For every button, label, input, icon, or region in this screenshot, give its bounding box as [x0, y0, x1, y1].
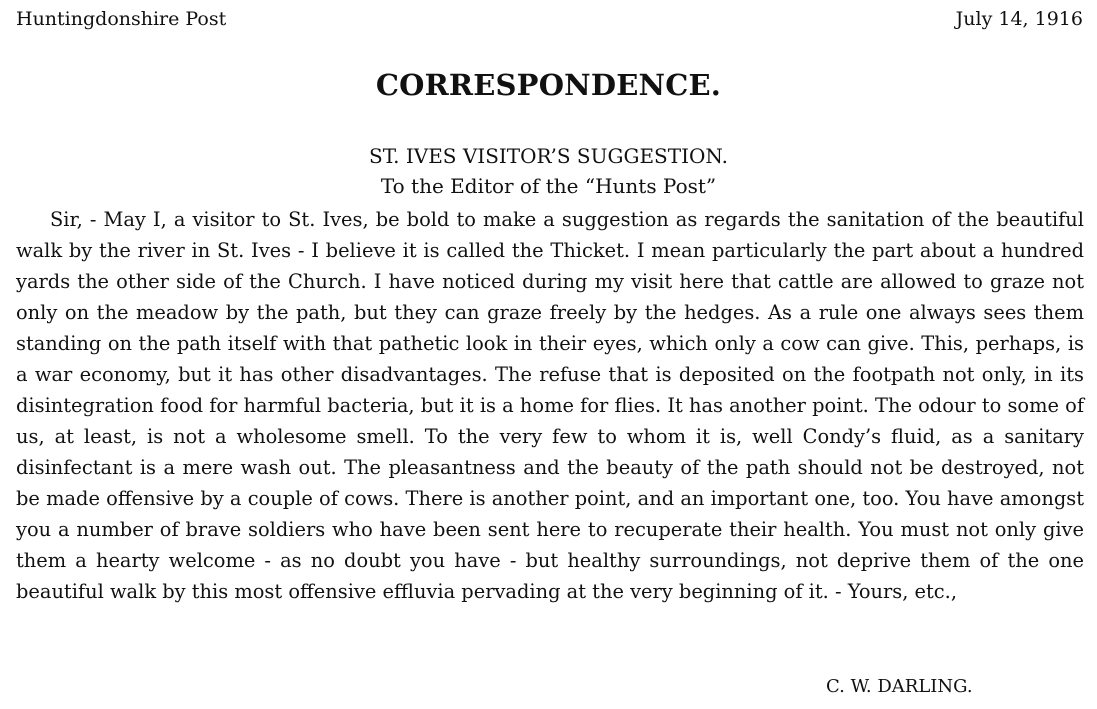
letter-body: Sir, - May I, a visitor to St. Ives, be bold to make a suggestion as regards the sanitation of the beautiful walk by the river in St. Ives - I believe it is called the Thicket. I mean particularly the part about a hundred yards the other side of the Church. I have noticed during my visit here that cattle are allowed to graze not only on the meadow by the path, but they can graze freely by the hedges. As a rule one always sees them standing on the path itself with that pathetic look in their eyes, which only a cow can give. This, perhaps, is a war economy, but it has other disadvantages. The refuse that is deposited on the footpath not only, in its disintegration food for harmful bacteria, but it is a home for flies. It has another point. The odour to some of us, at least, is not a wholesome smell. To the very few to whom it is, well Condy’s fluid, as a sanitary disinfectant is a mere wash out. The pleasantness and the beauty of the path should not be destroyed, not be made offensive by a couple of cows. There is another point, and an important one, too. You have amongst you a number of brave soldiers who have been sent here to recuperate their health. You must not only give them a hearty welcome - as no doubt you have - but healthy surroundings, not deprive them of the one beautiful walk by this most offensive effluvia pervading at the very beginning of it. - Yours, etc.,: [16, 208, 1084, 603]
newspaper-name: Huntingdonshire Post: [16, 8, 227, 30]
letter-headline: ST. IVES VISITOR’S SUGGESTION.: [369, 144, 728, 168]
masthead: [16, 8, 1083, 34]
letter-addressee: To the Editor of the “Hunts Post”: [380, 174, 717, 198]
letter-signature: C. W. DARLING.: [826, 676, 973, 697]
section-title: CORRESPONDENCE.: [375, 68, 722, 102]
publication-date: July 14, 1916: [955, 8, 1083, 30]
